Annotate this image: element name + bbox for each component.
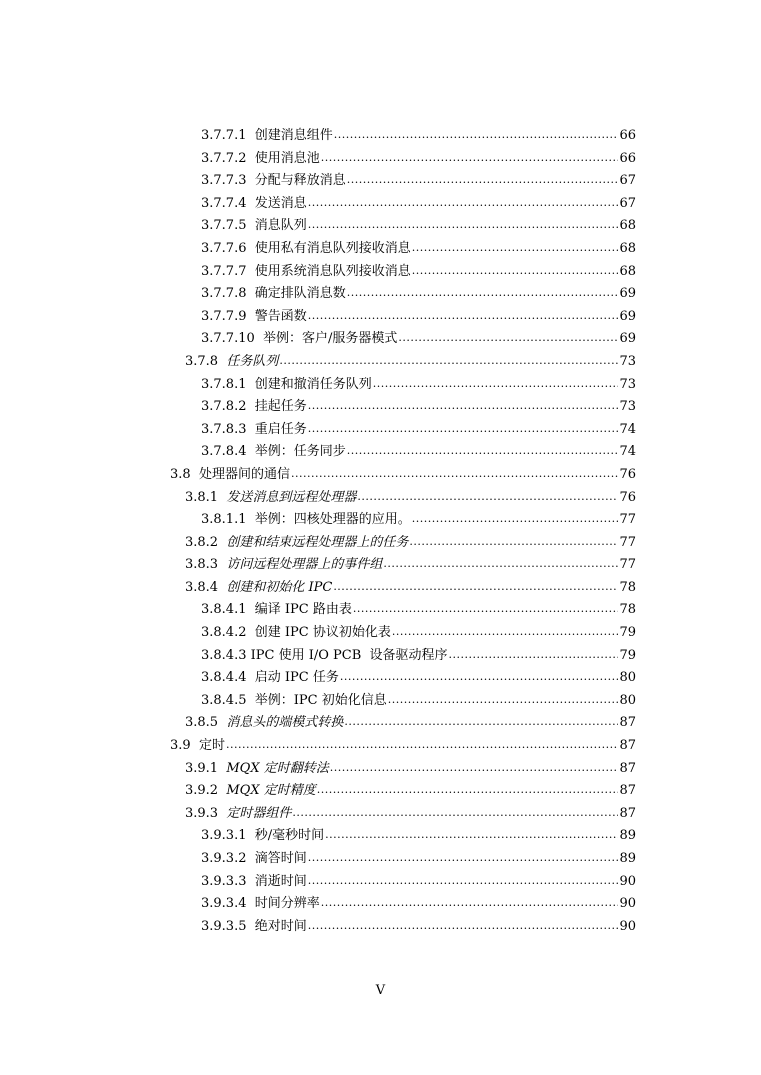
toc-entry-number: 3.7.7.5	[201, 218, 247, 234]
toc-entry-number: 3.7.8	[185, 353, 219, 369]
toc-entry-page: 68	[619, 240, 636, 256]
toc-entry[interactable]	[185, 803, 761, 826]
dot-leader	[412, 508, 619, 531]
toc-entry[interactable]	[201, 396, 761, 419]
toc-entry-title: 处理器间的通信	[198, 466, 290, 482]
dot-leader	[412, 260, 619, 283]
toc-entry-title: MQX 定时翻转法	[226, 760, 329, 776]
toc-entry[interactable]	[170, 735, 761, 758]
toc-entry-title: 确定排队消息数	[254, 286, 346, 302]
dot-leader	[392, 621, 619, 644]
toc-entry-number: 3.7.7.10	[201, 331, 255, 347]
toc-entry-page: 89	[619, 828, 636, 844]
toc-entry-title: 秒/毫秒时间	[254, 828, 325, 844]
toc-entry-number: 3.8.2	[185, 534, 219, 550]
toc-entry[interactable]	[201, 193, 761, 216]
dot-leader	[325, 824, 618, 847]
toc-entry[interactable]	[185, 351, 761, 374]
toc-entry-number: 3.7.7.9	[201, 308, 247, 324]
toc-entry-page: 87	[619, 783, 636, 799]
toc-entry-title: 消息头的端模式转换	[226, 715, 344, 731]
dot-leader	[412, 237, 619, 260]
table-of-contents	[0, 125, 761, 938]
toc-entry-title: 分配与释放消息	[254, 173, 346, 189]
toc-entry[interactable]	[185, 712, 761, 735]
toc-entry[interactable]	[201, 148, 761, 171]
toc-entry-number: 3.9.3.4	[201, 896, 247, 912]
toc-entry-number: 3.8	[170, 466, 191, 482]
toc-entry[interactable]	[201, 125, 761, 148]
dot-leader	[347, 169, 619, 192]
dot-leader	[347, 440, 619, 463]
toc-entry-title: 绝对时间	[254, 918, 307, 934]
toc-entry[interactable]	[201, 509, 761, 532]
toc-entry[interactable]	[185, 780, 761, 803]
toc-entry-page: 78	[619, 579, 636, 595]
toc-entry-page: 79	[619, 647, 636, 663]
toc-entry-number: 3.8.4.1	[201, 602, 247, 618]
toc-entry-number: 3.9.3.3	[201, 873, 247, 889]
toc-entry-number: 3.8.1.1	[201, 512, 247, 528]
dot-leader	[308, 915, 619, 938]
toc-entry-page: 90	[619, 896, 636, 912]
toc-entry[interactable]	[201, 645, 761, 668]
toc-entry-number: 3.7.8.2	[201, 399, 247, 415]
toc-entry-page: 76	[619, 466, 636, 482]
toc-entry[interactable]	[201, 667, 761, 690]
toc-entry-title: 挂起任务	[254, 399, 307, 415]
dot-leader	[308, 870, 619, 893]
dot-leader	[357, 486, 618, 509]
dot-leader	[321, 147, 619, 170]
toc-entry-number: 3.7.8.3	[201, 421, 247, 437]
toc-entry-number: 3.8.1	[185, 489, 219, 505]
dot-leader	[308, 847, 619, 870]
toc-entry-page: 73	[619, 376, 636, 392]
toc-entry[interactable]	[185, 554, 761, 577]
toc-entry-number: 3.9.3.5	[201, 918, 247, 934]
toc-entry-title: 创建和初始化 IPC	[226, 579, 333, 595]
toc-entry-title: 创建消息组件	[254, 128, 333, 143]
toc-entry-page: 87	[619, 715, 636, 731]
toc-entry-title: 定时	[198, 738, 225, 754]
toc-entry[interactable]	[201, 599, 761, 622]
toc-entry-page: 69	[619, 286, 636, 302]
toc-entry-title: 创建和撤消任务队列	[254, 376, 372, 392]
toc-entry-page: 87	[619, 738, 636, 754]
toc-entry-page: 68	[619, 218, 636, 234]
dot-leader	[308, 395, 619, 418]
toc-entry-page: 80	[619, 670, 636, 686]
toc-entry[interactable]	[185, 487, 761, 510]
toc-entry-title: 重启任务	[254, 421, 307, 437]
toc-entry[interactable]	[185, 758, 761, 781]
toc-entry-page: 77	[619, 512, 636, 528]
toc-entry[interactable]	[201, 261, 761, 284]
toc-entry-page: 66	[619, 128, 636, 143]
toc-entry-number: 3.7.8.1	[201, 376, 247, 392]
toc-entry-page: 66	[619, 150, 636, 166]
dot-leader	[344, 711, 618, 734]
toc-entry-page: 77	[619, 534, 636, 550]
dot-leader	[308, 418, 619, 441]
toc-entry-number: 3.7.8.4	[201, 444, 247, 460]
toc-entry-title: IPC 使用 I/O PCB 设备驱动程序	[250, 647, 448, 663]
dot-leader	[330, 757, 619, 780]
dot-leader	[308, 214, 619, 237]
toc-entry[interactable]	[201, 419, 761, 442]
toc-entry-title: 时间分辨率	[254, 896, 320, 912]
dot-leader	[292, 802, 618, 825]
toc-entry[interactable]	[201, 170, 761, 193]
toc-entry-number: 3.8.4	[185, 579, 219, 595]
toc-entry-page: 74	[619, 444, 636, 460]
toc-entry-number: 3.8.3	[185, 557, 219, 573]
dot-leader	[308, 192, 619, 215]
toc-entry-page: 68	[619, 263, 636, 279]
dot-leader	[279, 350, 618, 373]
toc-entry-number: 3.8.4.3	[201, 647, 247, 663]
toc-entry-title: 警告函数	[254, 308, 307, 324]
toc-entry-title: 使用系统消息队列接收消息	[254, 263, 411, 279]
toc-entry-title: MQX 定时精度	[226, 783, 316, 799]
dot-leader	[317, 779, 619, 802]
toc-entry-title: 举例：客户/服务器模式	[263, 331, 398, 347]
toc-entry-number: 3.7.7.1	[201, 128, 247, 143]
toc-entry-page: 78	[619, 602, 636, 618]
toc-entry[interactable]	[201, 916, 761, 939]
toc-entry-title: 创建 IPC 协议初始化表	[254, 625, 391, 641]
toc-entry[interactable]	[201, 215, 761, 238]
toc-entry-title: 编译 IPC 路由表	[254, 602, 352, 618]
toc-entry-title: 举例：四核处理器的应用。	[254, 512, 411, 528]
toc-entry-page: 90	[619, 873, 636, 889]
toc-entry-title: 滴答时间	[254, 851, 307, 866]
toc-entry-page: 74	[619, 421, 636, 437]
toc-entry-page: 79	[619, 625, 636, 641]
toc-entry-title: 消息队列	[254, 218, 307, 234]
toc-entry-page: 90	[619, 918, 636, 934]
toc-entry[interactable]	[201, 622, 761, 645]
toc-entry-page: 69	[619, 308, 636, 324]
toc-entry-number: 3.7.7.6	[201, 240, 247, 256]
dot-leader	[347, 282, 619, 305]
toc-entry-number: 3.9.3.1	[201, 828, 247, 844]
toc-entry-number: 3.7.7.2	[201, 150, 247, 166]
dot-leader	[340, 666, 619, 689]
page-number: V	[375, 983, 386, 998]
dot-leader	[353, 598, 619, 621]
toc-entry-number: 3.8.4.4	[201, 670, 247, 686]
toc-entry-page: 76	[619, 489, 636, 505]
toc-entry-title: 使用私有消息队列接收消息	[254, 240, 411, 256]
toc-entry-number: 3.9.2	[185, 783, 219, 799]
toc-entry-title: 发送消息到远程处理器	[226, 489, 357, 505]
toc-entry[interactable]	[201, 283, 761, 306]
dot-leader	[334, 124, 619, 147]
toc-entry-number: 3.7.7.3	[201, 173, 247, 189]
toc-entry-title: 举例：IPC 初始化信息	[254, 692, 387, 708]
toc-entry[interactable]	[201, 690, 761, 713]
toc-entry[interactable]	[185, 577, 761, 600]
toc-entry-title: 创建和结束远程处理器上的任务	[226, 534, 409, 550]
toc-entry-title: 使用消息池	[254, 150, 320, 166]
toc-entry[interactable]	[201, 306, 761, 329]
dot-leader	[373, 373, 619, 396]
dot-leader	[333, 576, 618, 599]
toc-entry-number: 3.9.3.2	[201, 851, 247, 866]
toc-entry-number: 3.9	[170, 738, 191, 754]
toc-entry-title: 启动 IPC 任务	[254, 670, 339, 686]
toc-entry-number: 3.7.7.8	[201, 286, 247, 302]
dot-leader	[449, 644, 619, 667]
toc-entry-page: 73	[619, 399, 636, 415]
dot-leader	[291, 463, 618, 486]
toc-entry-page: 77	[619, 557, 636, 573]
toc-entry-number: 3.9.1	[185, 760, 219, 776]
toc-entry-title: 定时器组件	[226, 805, 292, 821]
toc-entry[interactable]	[185, 532, 761, 555]
toc-entry-number: 3.9.3	[185, 805, 219, 821]
toc-entry[interactable]	[201, 848, 761, 871]
toc-entry[interactable]	[170, 464, 761, 487]
toc-entry-title: 访问远程处理器上的事件组	[226, 557, 383, 573]
toc-entry-number: 3.7.7.4	[201, 195, 247, 211]
toc-entry-title: 举例：任务同步	[254, 444, 346, 460]
toc-entry-title: 发送消息	[254, 195, 307, 211]
toc-entry[interactable]	[201, 374, 761, 397]
toc-entry-number: 3.8.5	[185, 715, 219, 731]
toc-entry-page: 89	[619, 851, 636, 866]
toc-entry-number: 3.8.4.2	[201, 625, 247, 641]
toc-entry-page: 69	[619, 331, 636, 347]
toc-entry[interactable]	[201, 441, 761, 464]
dot-leader	[388, 689, 619, 712]
dot-leader	[226, 734, 618, 757]
toc-entry[interactable]	[201, 871, 761, 894]
toc-entry[interactable]	[201, 825, 761, 848]
dot-leader	[409, 531, 618, 554]
dot-leader	[308, 305, 619, 328]
toc-entry[interactable]	[201, 238, 761, 261]
toc-entry-page: 80	[619, 692, 636, 708]
toc-entry[interactable]	[201, 893, 761, 916]
toc-entry-page: 87	[619, 760, 636, 776]
toc-entry[interactable]	[201, 328, 761, 351]
toc-entry-page: 67	[619, 195, 636, 211]
toc-entry-page: 87	[619, 805, 636, 821]
toc-entry-title: 消逝时间	[254, 873, 307, 889]
toc-entry-number: 3.8.4.5	[201, 692, 247, 708]
toc-entry-page: 73	[619, 353, 636, 369]
toc-entry-page: 67	[619, 173, 636, 189]
dot-leader	[383, 553, 618, 576]
dot-leader	[321, 892, 619, 915]
toc-entry-number: 3.7.7.7	[201, 263, 247, 279]
dot-leader	[398, 327, 618, 350]
toc-entry-title: 任务队列	[226, 353, 279, 369]
